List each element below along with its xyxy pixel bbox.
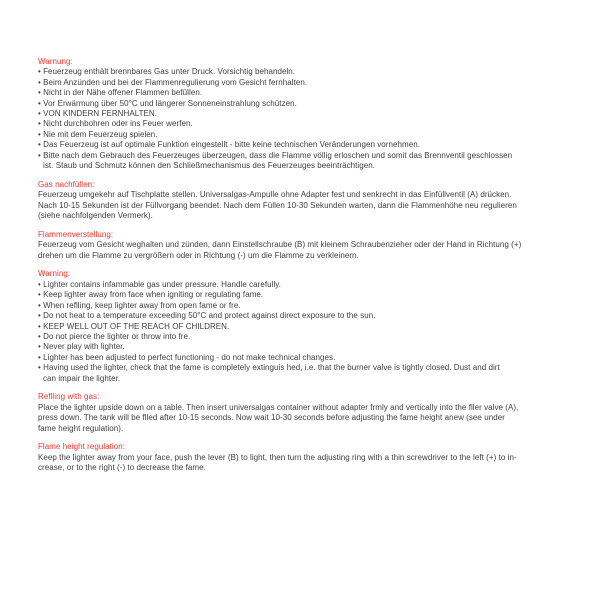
text-line: • Beim Anzünden und bei der Flammenregulierung vom Gesicht fernhalten. — [38, 77, 308, 87]
text-line: • VON KINDERN FERNHALTEN. — [38, 109, 158, 119]
section-heading-flame-height: Flame height regulation: — [38, 442, 126, 452]
text-line: fame height regulation). — [38, 423, 124, 433]
text-line: • When reflling, keep lighter away from open fame or fre. — [38, 300, 241, 310]
instruction-sheet — [38, 57, 578, 482]
text-line: • Nicht in der Nähe offener Flammen befüllen. — [38, 88, 203, 98]
section-flammenverstellung — [38, 230, 578, 261]
text-line: • KEEP WELL OUT OF THE REACH OF CHILDREN. — [38, 321, 230, 331]
text-line: ist. Staub und Schmutz können den Schließmechanismus des Feuerzeuges beeinträchtigen. — [43, 161, 375, 171]
section-heading-gas-nachfuellen: Gas nachfüllen: — [38, 179, 95, 189]
text-line: Keep the lighter away from your face, push the lever (B) to light, then turn the adjusting ring with a thin screwdriver to the left (+) to in- — [38, 452, 517, 462]
text-line: • Feuerzeug enthält brennbares Gas unter Druck. Vorsichtig behandeln. — [38, 67, 296, 77]
section-heading-flammenverstellung: Flammenverstellung: — [38, 229, 114, 239]
text-line: Feuerzeug umgekehr auf Tischplatte stellen. Universalgas-Ampulle ohne Adapter fest und senkrecht in das Einfüllventil (A) drücken. — [38, 190, 512, 200]
text-line: • Do not pierce the lighter or throw into fre. — [38, 331, 191, 341]
text-line: • Lighter has been adjusted to perfect functioning - do not make technical changes. — [38, 352, 336, 362]
text-line: • Never play with lighter. — [38, 342, 125, 352]
text-line: • Bitte nach dem Gebrauch des Feuerzeuges überzeugen, dass die Flamme völlig erloschen und somit das Brennventil geschlossen — [38, 150, 513, 160]
text-line: can impair the lighter. — [43, 373, 121, 383]
text-line: • Keep lighter away from face when igniting or regulating fame. — [38, 290, 264, 300]
section-heading-warnung: Warnung: — [38, 57, 73, 66]
section-flame-height-regulation — [38, 442, 578, 473]
text-line: drehen um die Flamme zu vergrößern oder in Richtung (-) um die Flamme zu verkleinern. — [38, 250, 359, 260]
section-heading-refilling: Reflling with gas: — [38, 392, 100, 402]
section-heading-warning: Warning: — [38, 269, 71, 279]
text-line: • Having used the lighter, check that the fame is completely extinguis hed, i.e. that the burner valve is tightly closed. Dust and dirt — [38, 363, 500, 373]
text-line: • Vor Erwärmung über 50°C und längerer Sonneneinstrahlung schützen. — [38, 98, 297, 108]
text-line: • Lighter contains infammable gas under pressure. Handle carefully. — [38, 279, 282, 289]
text-line: Nach 10-15 Sekunden ist der Füllvorgang beendet. Nach dem Füllen 10-30 Sekunden warten, dann die Flammenhöhe neu regulieren — [38, 200, 517, 210]
text-line: • Nie mit dem Feuerzeug spielen. — [38, 129, 158, 139]
text-line: Feuerzeug vom Gesicht weghalten und zünden, dann Einstellschraube (B) mit kleinem Schraubenzieher oder der Hand in Richtung (+) — [38, 240, 522, 250]
section-warning-en — [38, 269, 578, 383]
section-warnung-de — [38, 57, 578, 171]
text-line: (siehe nachfolgenden Vermerk). — [38, 211, 153, 221]
text-line: • Do not heat to a temperature exceeding 50°C and protect against direct exposure to the sun. — [38, 311, 376, 321]
text-line: Place the lighter upside down on a table. Then insert universalgas container without adapter frmly and vertically into the fller valve (A), — [38, 402, 519, 412]
text-line: • Nicht durchbohren oder ins Feuer werfen. — [38, 119, 193, 129]
text-line: • Das Feuerzeug ist auf optimale Funktion eingestellt - bitte keine technischen Veränderungen vornehmen. — [38, 140, 420, 150]
text-line: press down. The tank will be flled after 10-15 seconds. Now wait 10-30 seconds before adjusting the fame height anew (see under — [38, 413, 505, 423]
section-gas-nachfuellen — [38, 180, 578, 222]
text-line: crease, or to the right (-) to decrease the fame. — [38, 463, 206, 473]
section-refilling-with-gas — [38, 392, 578, 434]
